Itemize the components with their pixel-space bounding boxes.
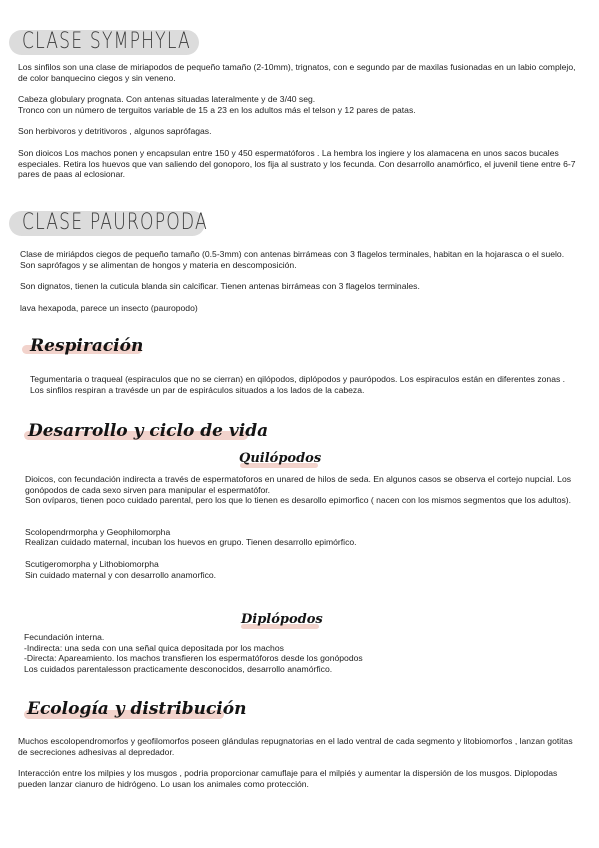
respiracion-paragraph-1: Tegumentaria o traqueal (espiraculos que no se cierran) en qilópodos, diplópodos y paurópodos. Los espiraculos están en diferentes zonas . <box>30 374 566 384</box>
quilopodos-group-1-desc: Realizan cuidado maternal, incuban los huevos en grupo. Tienen desarrollo epimórfico. <box>25 537 357 548</box>
ecologia-body <box>18 736 578 789</box>
ecologia-paragraph-2: Interacción entre los milpies y los musgos , podria proporcionar camuflaje para el milpiés y aumentar la dispersión de los musgos. Diplopodas pueden lanzar cianuro de hidrógeno. Lo usan los animales como protección. <box>18 768 558 789</box>
quilopodos-group-1-name: Scolopendrmorpha y Geophilomorpha <box>25 526 171 537</box>
diplopodos-line-1: Fecundación interna. <box>24 632 105 642</box>
diplopodos-line-4: Los cuidados parentalesson practicamente desconocidos, desarrollo anamórfico. <box>24 663 333 674</box>
respiracion-body <box>30 374 580 395</box>
symphyla-paragraph-4: Son dioicos Los machos ponen y encapsulan entre 150 y 450 espermatóforos . La hembra los ingiere y los alamacena en unos sacos bucales especiales. Retira los huevos que van saliendo del gonoporo, los fija al sustrato y los fecunda. Con desarrollo anamórfico, el juvenil tiene entre 6-7 pares de paas al eclosionar. <box>18 147 576 180</box>
symphyla-paragraph-2a: Cabeza globulary prognata. Con antenas situadas lateralmente y de 3/40 seg. <box>18 94 316 105</box>
respiracion-paragraph-2: Los sinfilos respiran a travésde un par de espiráculos situados a los lados de la cabeza. <box>30 384 365 395</box>
symphyla-paragraph-1: Los sinfilos son una clase de miriapodos de pequeño tamaño (2-10mm), trignatos, con e segundo par de maxilas fusionadas en un labio complejo, de color banquecino ciegos y sin veneno. <box>18 62 576 83</box>
pauropoda-paragraph-1: Clase de miriápdos ciegos de pequeño tamaño (0.5-3mm) con antenas birrámeas con 3 flagelos terminales, habitan en la hojarasca o el suelo. Son saprófagos y se alimentan de hongos y materia en descomposición. <box>20 249 565 270</box>
symphyla-paragraph-3: Son herbivoros y detritivoros , algunos saprófagas. <box>18 126 212 137</box>
quilopodos-group-2-name: Scutigeromorpha y Lithobiomorpha <box>25 558 159 569</box>
pauropoda-title: CLASE PAUROPODA <box>22 210 208 235</box>
respiracion-title: Respiración <box>30 336 144 356</box>
desarrollo-title: Desarrollo y ciclo de vida <box>28 421 269 441</box>
ecologia-paragraph-1: Muchos escolopendromorfos y geofilomorfos poseen glándulas repugnatorias en el lado ventral de cada segmento y litobiomorfos , lanzan gotitas de secreciones adhesivas al depredador. <box>18 736 573 757</box>
pauropoda-paragraph-3: lava hexapoda, parece un insecto (pauropodo) <box>20 302 198 313</box>
symphyla-paragraph-2b: Tronco con un número de terguitos variable de 15 a 23 en los adultos más el telson y 12 pares de patas. <box>18 104 416 115</box>
quilopodos-title: Quilópodos <box>239 451 322 466</box>
pauropoda-body <box>20 249 572 313</box>
diplopodos-line-2: -Indirecta: una seda con una señal quica depositada por los machos <box>24 642 284 653</box>
quilopodos-paragraph-2: Son ovíparos, tienen poco cuidado parental, pero los que lo tienen es desarollo epimorfico ( nacen con los mismos segmentos que los adultos). <box>25 495 572 506</box>
ecologia-title: Ecología y distribución <box>27 699 247 719</box>
diplopodos-body <box>24 632 579 674</box>
pauropoda-paragraph-2: Son dignatos, tienen la cuticula blanda sin calcificar. Tienen antenas birrámeas con 3 flagelos terminales. <box>20 281 420 292</box>
diplopodos-title: Diplópodos <box>241 612 323 627</box>
symphyla-title: CLASE SYMPHYLA <box>22 29 191 54</box>
quilopodos-group-2-desc: Sin cuidado maternal y con desarrollo anamorfico. <box>25 569 217 580</box>
diplopodos-line-3: -Directa: Apareamiento. los machos transfieren los espermatóforos desde los gonópodos <box>24 653 363 664</box>
quilopodos-paragraph-1: Dioicos, con fecundación indirecta a través de espermatoforos en unared de hilos de seda. En algunos casos se observa el cortejo nupcial. Los gonópodos de cada sexo sirven para manipular el espermatófor. <box>25 474 572 495</box>
quilopodos-body <box>25 474 580 580</box>
symphyla-body <box>18 62 578 180</box>
